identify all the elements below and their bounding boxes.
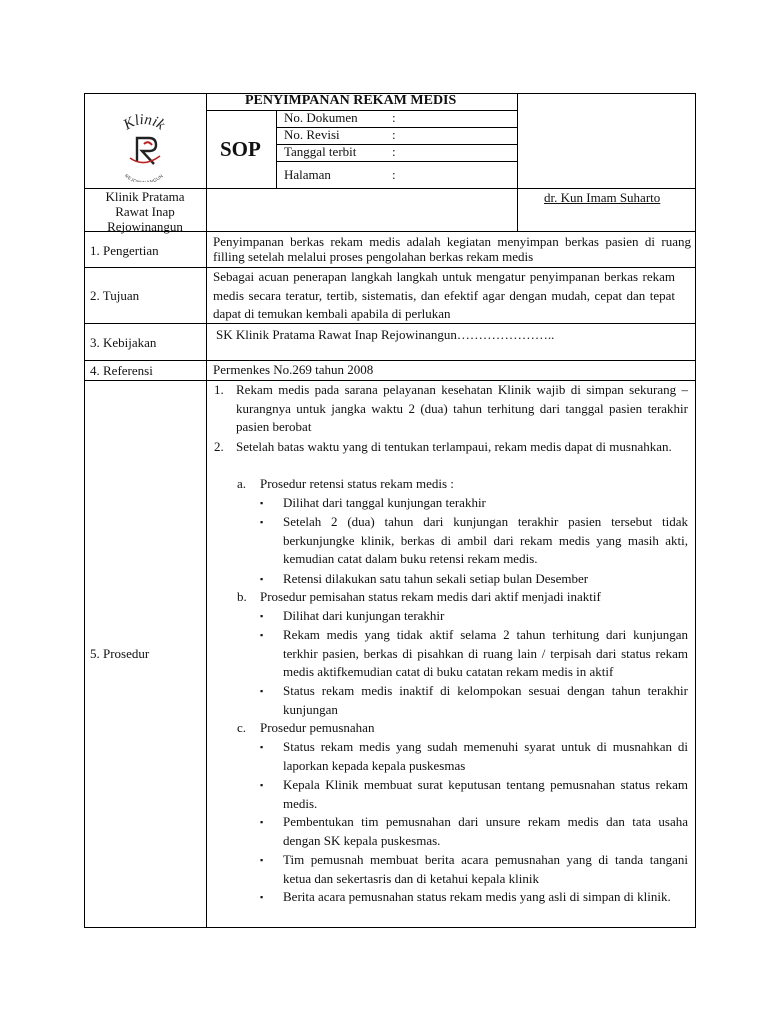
bullet-icon: ▪ <box>260 742 264 752</box>
clinic-logo <box>104 110 184 182</box>
label-pengertian: 1. Pengertian <box>90 243 159 258</box>
prosedur-item: Setelah batas waktu yang di tentukan terlampaui, rekam medis dapat di musnahkan. <box>236 439 672 454</box>
label-kebijakan: 3. Kebijakan <box>90 335 157 350</box>
clinic-name <box>84 189 206 234</box>
row-line <box>276 161 518 162</box>
meta-label-no-dokumen: No. Dokumen <box>284 110 358 125</box>
meta-colon: : <box>392 127 396 142</box>
bullet-item: Berita acara pemusnahan status rekam medis yang asli di simpan di klinik. <box>283 889 671 904</box>
meta-colon: : <box>392 110 396 125</box>
bullet-item: Setelah 2 (dua) tahun dari kunjungan terakhir pasien tersebut tidak berkunjungke klinik, berkas di ambil dari rekam medis yang masih akti, kemudian catat dalam buku retensi rekam medis. <box>283 514 688 566</box>
kebijakan-text: SK Klinik Pratama Rawat Inap Rejowinangun………………….. <box>216 327 555 342</box>
bullet-icon: ▪ <box>260 574 264 584</box>
bullet-icon: ▪ <box>260 611 264 621</box>
document-title: PENYIMPANAN REKAM MEDIS <box>245 93 457 108</box>
label-referensi: 4. Referensi <box>90 363 153 378</box>
prosedur-number: 2. <box>214 439 224 454</box>
bullet-item: Tim pemusnah membuat berita acara pemusnahan yang di tanda tangani ketua dan sekertasris dan di ketahui kepala klinik <box>283 852 688 886</box>
bullet-icon: ▪ <box>260 780 264 790</box>
meta-colon: : <box>392 144 396 159</box>
col-divider-sop <box>276 110 277 188</box>
sub-heading: Prosedur pemisahan status rekam medis dari aktif menjadi inaktif <box>260 589 601 604</box>
prosedur-number: 1. <box>214 382 224 397</box>
sub-heading: Prosedur pemusnahan <box>260 720 375 735</box>
meta-label-no-revisi: No. Revisi <box>284 127 340 142</box>
bullet-icon: ▪ <box>260 686 264 696</box>
bullet-item: Status rekam medis inaktif di kelompokan sesuai dengan tahun terakhir kunjungan <box>283 683 688 717</box>
bullet-icon: ▪ <box>260 630 264 640</box>
bullet-icon: ▪ <box>260 517 264 527</box>
meta-label-halaman: Halaman <box>284 167 331 182</box>
sub-letter: a. <box>237 476 247 491</box>
meta-label-tanggal-terbit: Tanggal terbit <box>284 144 357 159</box>
svg-text:Klinik: Klinik <box>120 111 168 134</box>
col-divider-right <box>517 93 518 231</box>
bullet-item: Kepala Klinik membuat surat keputusan tentang pemusnahan status rekam medis. <box>283 777 688 811</box>
signatory-name: dr. Kun Imam Suharto <box>544 190 661 205</box>
referensi-text: Permenkes No.269 tahun 2008 <box>213 362 374 377</box>
bullet-item: Dilihat dari tanggal kunjungan terakhir <box>283 495 486 510</box>
prosedur-item: Rekam medis pada sarana pelayanan kesehatan Klinik wajib di simpan sekurang – kurangnya untuk jangka waktu 2 (dua) tahun terhitung dari tanggal pasien terakhir pasien berobat <box>236 382 688 434</box>
bullet-item: Retensi dilakukan satu tahun sekali setiap bulan Desember <box>283 571 589 586</box>
clinic-name-line: Rejowinangun <box>107 219 183 234</box>
bullet-item: Status rekam medis yang sudah memenuhi syarat untuk di musnahkan di laporkan kepada kepala puskesmas <box>283 739 688 773</box>
bullet-icon: ▪ <box>260 855 264 865</box>
tujuan-text: Sebagai acuan penerapan langkah langkah untuk mengatur penyimpanan berkas rekam medis secara teratur, tertib, sistematis, dan efektif agar dengan mudah, cepat dan tepat dapat di temukan kembali apabila di perlukan <box>213 269 675 321</box>
label-tujuan: 2. Tujuan <box>90 288 140 303</box>
bullet-icon: ▪ <box>260 817 264 827</box>
svg-text:REJOWINANGUN: REJO NGUN <box>123 173 165 182</box>
clinic-name-line: Rawat Inap <box>115 204 175 219</box>
label-prosedur: 5. Prosedur <box>90 646 150 661</box>
sub-letter: b. <box>237 589 247 604</box>
clinic-name-line: Klinik Pratama <box>105 189 185 204</box>
bullet-icon: ▪ <box>260 892 264 902</box>
col-divider-left <box>206 93 207 928</box>
pengertian-text: Penyimpanan berkas rekam medis adalah kegiatan menyimpan berkas pasien di ruang filling setelah melalui proses pengolahan berkas rekam medis <box>213 234 691 264</box>
row-line <box>84 360 696 361</box>
sub-heading: Prosedur retensi status rekam medis : <box>260 476 454 491</box>
sop-label: SOP <box>220 137 261 161</box>
meta-colon: : <box>392 167 396 182</box>
bullet-item: Rekam medis yang tidak aktif selama 2 tahun terhitung dari kunjungan terkhir pasien, berkas di pisahkan di ruang lain / terpisah dari status rekam medis aktifkemudian catat di buku catatan rekam medis in aktif <box>283 627 688 679</box>
row-line <box>206 110 518 111</box>
bullet-item: Dilihat dari kunjungan terakhir <box>283 608 445 623</box>
bullet-item: Pembentukan tim pemusnahan dari unsure rekam medis dan tata usaha dengan SK kepala puskesmas. <box>283 814 688 848</box>
sub-letter: c. <box>237 720 247 735</box>
bullet-icon: ▪ <box>260 498 264 508</box>
